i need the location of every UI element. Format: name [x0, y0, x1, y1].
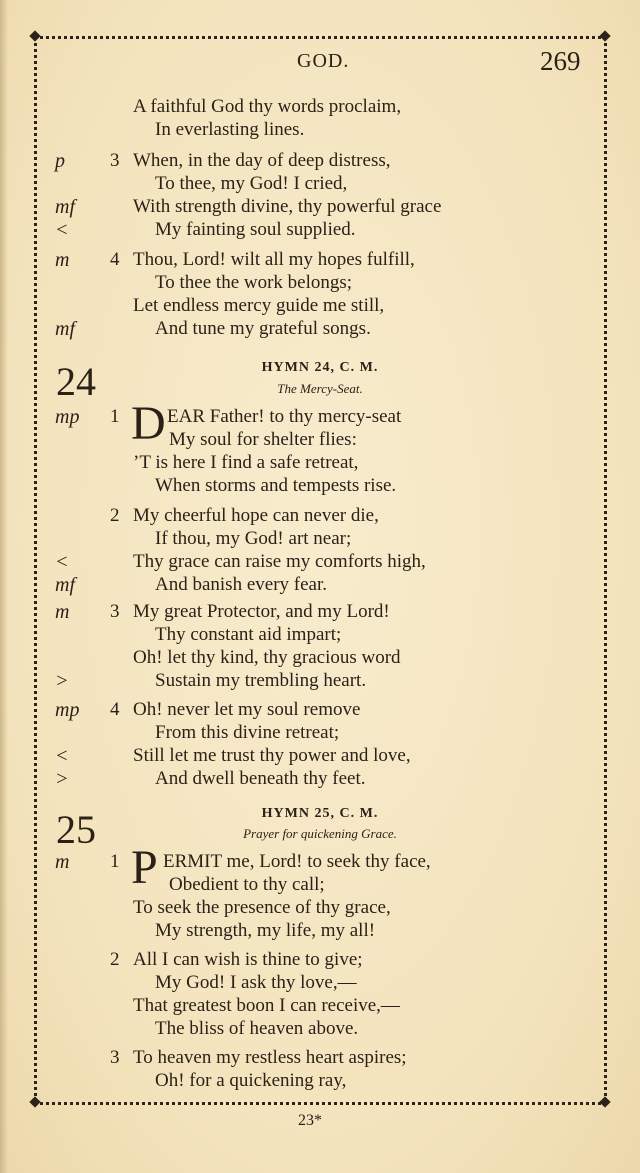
- drop-cap: D: [131, 397, 166, 450]
- verse-line: Still let me trust thy power and love,: [133, 745, 411, 766]
- verse-line: To thee, my God! I cried,: [155, 173, 348, 194]
- verse-line: When, in the day of deep distress,: [133, 150, 391, 171]
- drop-cap: P: [131, 841, 158, 894]
- page-edge-shadow: [0, 0, 8, 1173]
- verse-line: With strength divine, thy powerful grace: [133, 196, 442, 217]
- verse-line: My cheerful hope can never die,: [133, 505, 379, 526]
- ornamental-border-top: [34, 36, 607, 39]
- verse-line: To heaven my restless heart aspires;: [133, 1047, 407, 1068]
- ornamental-border-left: [34, 36, 37, 1102]
- dynamic-mark: mp: [55, 699, 80, 721]
- dynamic-mark: m: [55, 601, 70, 623]
- dynamic-mark: <: [55, 745, 69, 767]
- verse-line: Sustain my trembling heart.: [155, 670, 367, 691]
- page-number: 269: [540, 46, 581, 76]
- corner-diamond-icon: [29, 30, 40, 41]
- verse-number: 1: [110, 406, 120, 427]
- verse-line: That greatest boon I can receive,—: [133, 995, 400, 1016]
- verse-line: EAR Father! to thy mercy-seat: [167, 406, 402, 427]
- dynamic-mark: mf: [55, 574, 75, 596]
- verse-line: All I can wish is thine to give;: [133, 949, 363, 970]
- dynamic-mark: m: [55, 249, 70, 271]
- dynamic-mark: <: [55, 219, 69, 241]
- dynamic-mark: mp: [55, 406, 80, 428]
- verse-line: And tune my grateful songs.: [155, 318, 371, 339]
- verse-line: Oh! never let my soul remove: [133, 699, 361, 720]
- hymn-number-large: 24: [56, 359, 96, 404]
- ornamental-border-bottom: [34, 1102, 607, 1105]
- verse-line: If thou, my God! art near;: [155, 528, 352, 549]
- verse-number: 2: [110, 505, 120, 526]
- verse-number: 3: [110, 1047, 120, 1068]
- running-head: GOD.: [297, 50, 350, 72]
- verse-line: And dwell beneath thy feet.: [155, 768, 366, 789]
- verse-number: 4: [110, 249, 120, 270]
- verse-line: Thy grace can raise my comforts high,: [133, 551, 426, 572]
- verse-line: My fainting soul supplied.: [155, 219, 356, 240]
- signature-mark: 23*: [298, 1112, 322, 1129]
- corner-diamond-icon: [599, 1096, 610, 1107]
- dynamic-mark: m: [55, 851, 70, 873]
- corner-diamond-icon: [599, 30, 610, 41]
- verse-line: Thy constant aid impart;: [155, 624, 342, 645]
- verse-line: A faithful God thy words proclaim,: [133, 96, 402, 117]
- dynamic-mark: <: [55, 551, 69, 573]
- verse-line: To thee the work belongs;: [155, 272, 353, 293]
- page-header: [0, 48, 640, 88]
- verse-line: In everlasting lines.: [155, 119, 305, 140]
- verse-line: Obedient to thy call;: [169, 874, 325, 895]
- hymn-number-large: 25: [56, 807, 96, 852]
- dynamic-mark: mf: [55, 196, 75, 218]
- verse-line: My soul for shelter flies:: [169, 429, 357, 450]
- verse-line: Oh! for a quickening ray,: [155, 1070, 347, 1091]
- hymn-title: HYMN 25, C. M.: [261, 806, 379, 821]
- verse-number: 3: [110, 601, 120, 622]
- corner-diamond-icon: [29, 1096, 40, 1107]
- hymn-title: HYMN 24, C. M.: [261, 360, 379, 375]
- verse-line: Oh! let thy kind, thy gracious word: [133, 647, 401, 668]
- verse-line: To seek the presence of thy grace,: [133, 897, 391, 918]
- verse-line: When storms and tempests rise.: [155, 475, 397, 496]
- verse-number: 4: [110, 699, 120, 720]
- hymn-subtitle: Prayer for quickening Grace.: [243, 826, 397, 841]
- verse-line: My God! I ask thy love,—: [155, 972, 357, 993]
- verse-number: 3: [110, 150, 120, 171]
- verse-line: Let endless mercy guide me still,: [133, 295, 385, 316]
- dynamic-mark: mf: [55, 318, 75, 340]
- verse-line: The bliss of heaven above.: [155, 1018, 359, 1039]
- verse-number: 1: [110, 851, 120, 872]
- dynamic-mark: p: [55, 150, 65, 172]
- verse-line: ’T is here I find a safe retreat,: [133, 452, 359, 473]
- verse-number: 2: [110, 949, 120, 970]
- ornamental-border-right: [604, 36, 607, 1102]
- verse-line: My great Protector, and my Lord!: [133, 601, 390, 622]
- verse-line: ERMIT me, Lord! to seek thy face,: [163, 851, 431, 872]
- dynamic-mark: >: [55, 670, 69, 692]
- verse-line: And banish every fear.: [155, 574, 327, 595]
- hymn-subtitle: The Mercy-Seat.: [277, 381, 363, 396]
- verse-line: My strength, my life, my all!: [155, 920, 376, 941]
- verse-line: Thou, Lord! wilt all my hopes fulfill,: [133, 249, 415, 270]
- dynamic-mark: >: [55, 768, 69, 790]
- verse-line: From this divine retreat;: [155, 722, 340, 743]
